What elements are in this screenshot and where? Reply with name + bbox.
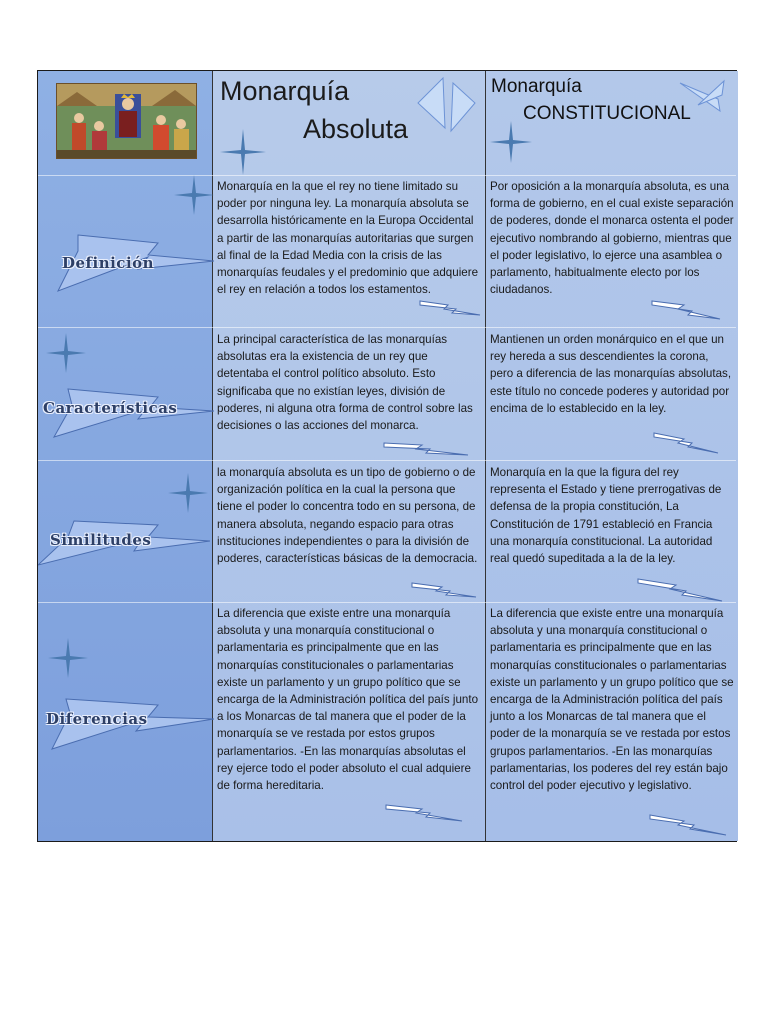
sparkle-icon xyxy=(174,175,214,215)
similitudes-constitucional-text: Monarquía en la que la figura del rey representa el Estado y tiene prerrogativas de defensa de la propia constitución, La Constitución de 1791 estableció en Francia una monarquía constitucional. La autoridad real quedó supeditada a la de la ley. xyxy=(490,466,722,566)
comparison-table xyxy=(37,70,737,842)
caracteristicas-absoluta-text: La principal característica de las monarquías absolutas era la existencia de un rey que detentaba el control político absoluto. Esto significaba que no existían leyes, división de poderes, ni alguna otra forma de control sobre las decisiones o las acciones del monarca. xyxy=(217,333,473,433)
row-label-diferencias: Diferencias xyxy=(46,710,148,728)
lightning-bolt-icon xyxy=(410,579,480,601)
sparkle-icon xyxy=(46,333,86,373)
sparkle-icon xyxy=(220,129,266,175)
bowtie-decoration-icon xyxy=(413,73,483,133)
similitudes-absoluta-text: la monarquía absoluta es un tipo de gobierno o de organización política en la cual la persona que tiene el poder lo concentra todo en su persona, de manera absoluta, negando espacio para otras instituciones independientes o para la división de poderes, características básicas de la democracia. xyxy=(217,466,478,566)
definicion-absoluta-text: Monarquía en la que el rey no tiene limitado su poder por ninguna ley. La monarquía absoluta se desarrolla históricamente en la Europa Occidental a partir de las monarquías autoritarias que surgen al final de la Edad Media con la crisis de las monarquías feudales y el predominio que adquiere el rey en relación a todos los estamentos. xyxy=(217,180,479,297)
lightning-bolt-icon xyxy=(650,429,722,457)
row-separator xyxy=(38,460,736,461)
caracteristicas-constitucional-text: Mantienen un orden monárquico en el que un rey hereda a sus descendientes la corona, pero a diferencia de las monarquías absolutas, este título no concede poderes y autoridad por encima de lo establecido en la ley. xyxy=(490,333,732,415)
sparkle-icon xyxy=(490,121,532,163)
row-label-similitudes: Similitudes xyxy=(50,531,152,549)
absoluta-title-line2: Absoluta xyxy=(303,114,409,144)
lightning-bolt-icon xyxy=(634,575,726,605)
diferencias-constitucional-text: La diferencia que existe entre una monarquía absoluta y una monarquía constitucional o parlamentaria es principalmente que en las monarquías constitucionales o parlamentarias existe un parlamento y un grupo político que se encarga de la Administración política del país junto a los Monarcas de tal manera que el poder de la monarquía se ve restada por estos grupos parlamentarios. -En las monarquías parlamentarias, los poderes del rey están bajo control del poder ejecutivo y legislativo. xyxy=(490,607,734,793)
row-separator xyxy=(38,327,736,328)
constitucional-title-line1: Monarquía xyxy=(491,76,582,97)
row-separator xyxy=(38,175,736,176)
medieval-king-illustration xyxy=(56,83,197,159)
sparkle-icon xyxy=(48,638,88,678)
diferencias-absoluta-text: La diferencia que existe entre una monarquía absoluta y una monarquía constitucional o parlamentaria es principalmente que en las monarquías constitucionales o parlamentarias existe un parlamento y un grupo político que se encarga de la Administración política del país junto a los Monarcas de tal manera que el poder de la monarquía se ve restada por estos grupos parlamentarios. -En las monarquías absolutas el rey ejerce todo el poder absoluto el cual adquiere de forma hereditaria. xyxy=(217,607,479,793)
lightning-bolt-icon xyxy=(646,811,730,839)
row-label-caracteristicas: Características xyxy=(43,399,178,417)
absoluta-title-line1: Monarquía xyxy=(220,76,350,106)
constitucional-title-line2: CONSTITUCIONAL xyxy=(523,103,691,124)
sparkle-icon xyxy=(168,473,208,513)
lightning-bolt-icon xyxy=(648,297,724,323)
definicion-constitucional-text: Por oposición a la monarquía absoluta, es una forma de gobierno, en el cual existe separación de poderes, donde el monarca ostenta el poder ejecutivo nombrando al gobierno, mientras que el poder legislativo, lo ejerce una asamblea o parlamento, habitualmente electo por los ciudadanos. xyxy=(490,180,734,297)
lightning-bolt-icon xyxy=(382,437,472,459)
row-separator xyxy=(38,602,736,603)
lightning-bolt-icon xyxy=(384,801,466,825)
bowtie-decoration-icon xyxy=(678,75,728,115)
lightning-bolt-icon xyxy=(418,297,482,319)
row-label-definicion: Definición xyxy=(62,254,155,272)
divider xyxy=(485,71,486,841)
